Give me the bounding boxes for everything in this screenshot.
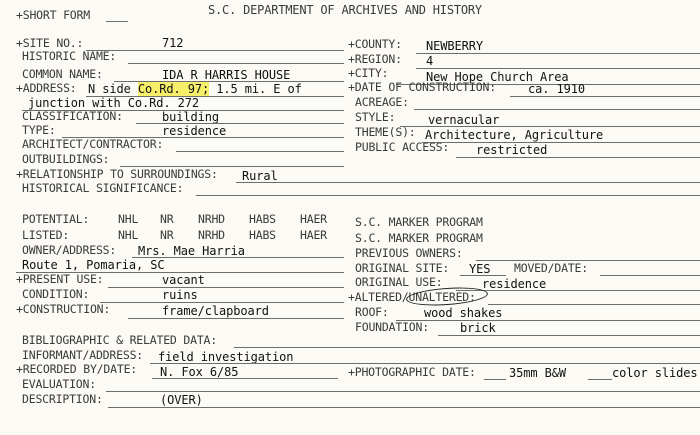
- address-label: +ADDRESS:: [16, 81, 77, 95]
- condition-line: [100, 302, 344, 303]
- type-value: residence: [162, 124, 227, 138]
- region-value: 4: [426, 54, 434, 68]
- original-site-line: [460, 275, 506, 276]
- present-use-label: +PRESENT USE:: [16, 272, 104, 286]
- condition-label: CONDITION:: [22, 287, 90, 301]
- original-site-value: YES: [469, 262, 491, 276]
- site-no-line: [86, 50, 344, 51]
- foundation-value: brick: [460, 321, 496, 335]
- recorded-by-label: +RECORDED BY/DATE:: [16, 362, 138, 376]
- color-slides-line: [588, 379, 612, 380]
- present-use-value: vacant: [162, 273, 205, 287]
- construction-line: [128, 318, 344, 319]
- date-of-construction-line: [510, 96, 700, 97]
- classification-value: building: [162, 110, 219, 124]
- relationship-label: +RELATIONSHIP TO SURROUNDINGS:: [16, 167, 218, 181]
- owner-value: Mrs. Mae Harria: [138, 244, 245, 258]
- informant-value: field investigation: [158, 350, 294, 364]
- marker-program-label-2: S.C. MARKER PROGRAM: [355, 231, 483, 245]
- listed-nrhd: NRHD: [198, 228, 225, 242]
- owner-address-value: Route 1, Pomaria, SC: [22, 258, 165, 272]
- previous-owners-line: [476, 260, 700, 261]
- county-label: +COUNTY:: [348, 37, 402, 51]
- potential-nr: NR: [160, 212, 174, 226]
- date-of-construction-label: +DATE OF CONSTRUCTION:: [348, 80, 496, 94]
- listed-nhl: NHL: [118, 228, 139, 242]
- condition-value: ruins: [162, 288, 198, 302]
- altered-unaltered-label: +ALTERED/UNALTERED:: [348, 290, 476, 304]
- themes-label: THEME(S):: [355, 125, 416, 139]
- construction-value: frame/clapboard: [162, 304, 269, 318]
- region-line: [416, 68, 700, 69]
- original-site-label: ORIGINAL SITE:: [355, 261, 450, 275]
- type-label: TYPE:: [22, 123, 56, 137]
- potential-nrhd: NRHD: [198, 212, 225, 226]
- description-label: DESCRIPTION:: [22, 392, 103, 406]
- county-value: NEWBERRY: [426, 39, 483, 53]
- photographic-date-line: [484, 379, 506, 380]
- themes-value: Architecture, Agriculture: [425, 128, 604, 142]
- historic-name-line: [128, 63, 344, 64]
- style-line: [400, 126, 700, 127]
- common-name-label: COMMON NAME:: [22, 67, 103, 81]
- owner-address-label: OWNER/ADDRESS:: [22, 243, 117, 257]
- outbuildings-label: OUTBUILDINGS:: [22, 152, 110, 166]
- roof-line: [396, 320, 700, 321]
- historic-name-label: HISTORIC NAME:: [22, 49, 117, 63]
- classification-label: CLASSIFICATION:: [22, 109, 123, 123]
- original-use-value: residence: [482, 277, 547, 291]
- short-form-label: +SHORT FORM: [16, 8, 90, 22]
- city-value: New Hope Church Area: [426, 70, 569, 84]
- bibliographic-label: BIBLIOGRAPHIC & RELATED DATA:: [22, 333, 217, 347]
- public-access-label: PUBLIC ACCESS:: [355, 140, 450, 154]
- potential-haer: HAER: [300, 212, 327, 226]
- previous-owners-label: PREVIOUS OWNERS:: [355, 246, 463, 260]
- themes-line: [422, 142, 700, 143]
- evaluation-line: [106, 391, 700, 392]
- potential-habs: HABS: [249, 212, 276, 226]
- original-use-label: ORIGINAL USE:: [355, 275, 443, 289]
- evaluation-label: EVALUATION:: [22, 377, 96, 391]
- county-line: [416, 53, 700, 54]
- relationship-line: [236, 182, 700, 183]
- construction-label: +CONSTRUCTION:: [16, 302, 111, 316]
- altered-line: [488, 304, 700, 305]
- department-title: S.C. DEPARTMENT OF ARCHIVES AND HISTORY: [208, 3, 482, 17]
- common-name-value: IDA R HARRIS HOUSE: [162, 68, 291, 82]
- moved-date-line: [600, 275, 700, 276]
- informant-line: [150, 363, 700, 364]
- address-value: N side Co.Rd. 97; 1.5 mi. E of: [88, 82, 302, 96]
- date-of-construction-value: ca. 1910: [528, 82, 585, 96]
- description-line: [108, 407, 700, 408]
- acreage-line: [414, 109, 700, 110]
- recorded-by-value: N. Fox 6/85: [160, 365, 239, 379]
- bibliographic-line: [234, 347, 700, 348]
- style-value: vernacular: [428, 113, 500, 127]
- potential-label: POTENTIAL:: [22, 212, 90, 226]
- foundation-line: [438, 335, 700, 336]
- listed-label: LISTED:: [22, 228, 70, 242]
- city-label: +CITY:: [348, 66, 389, 80]
- site-no-label: +SITE NO.:: [16, 36, 84, 50]
- address-line2-value: junction with Co.Rd. 272: [28, 96, 199, 110]
- roof-label: ROOF:: [355, 305, 389, 319]
- address-highlight: Co.Rd. 97;: [137, 82, 210, 96]
- roof-value: wood shakes: [424, 306, 503, 320]
- acreage-label: ACREAGE:: [355, 95, 409, 109]
- region-label: +REGION:: [348, 52, 402, 66]
- description-value: (OVER): [160, 393, 203, 407]
- public-access-value: restricted: [476, 143, 548, 157]
- photographic-date-label: +PHOTOGRAPHIC DATE:: [348, 365, 476, 379]
- original-use-line: [456, 290, 700, 291]
- photo-format-value: 35mm B&W: [509, 366, 566, 380]
- site-no-value: 712: [162, 36, 184, 50]
- architect-label: ARCHITECT/CONTRACTOR:: [22, 137, 164, 151]
- style-label: STYLE:: [355, 110, 396, 124]
- listed-nr: NR: [160, 228, 174, 242]
- present-use-line: [108, 287, 344, 288]
- color-slides-value: color slides: [612, 366, 698, 380]
- moved-date-label: MOVED/DATE:: [514, 261, 588, 275]
- historical-significance-line: [196, 195, 700, 196]
- foundation-label: FOUNDATION:: [355, 320, 429, 334]
- listed-haer: HAER: [300, 228, 327, 242]
- short-form-line: [106, 21, 128, 22]
- informant-label: INFORMANT/ADDRESS:: [22, 348, 144, 362]
- marker-program-label-1: S.C. MARKER PROGRAM: [355, 215, 483, 229]
- relationship-value: Rural: [242, 169, 278, 183]
- potential-nhl: NHL: [118, 212, 139, 226]
- public-access-line: [456, 157, 700, 158]
- architect-line: [176, 151, 344, 152]
- historical-significance-label: HISTORICAL SIGNIFICANCE:: [22, 181, 184, 195]
- listed-habs: HABS: [249, 228, 276, 242]
- recorded-by-line: [152, 378, 338, 379]
